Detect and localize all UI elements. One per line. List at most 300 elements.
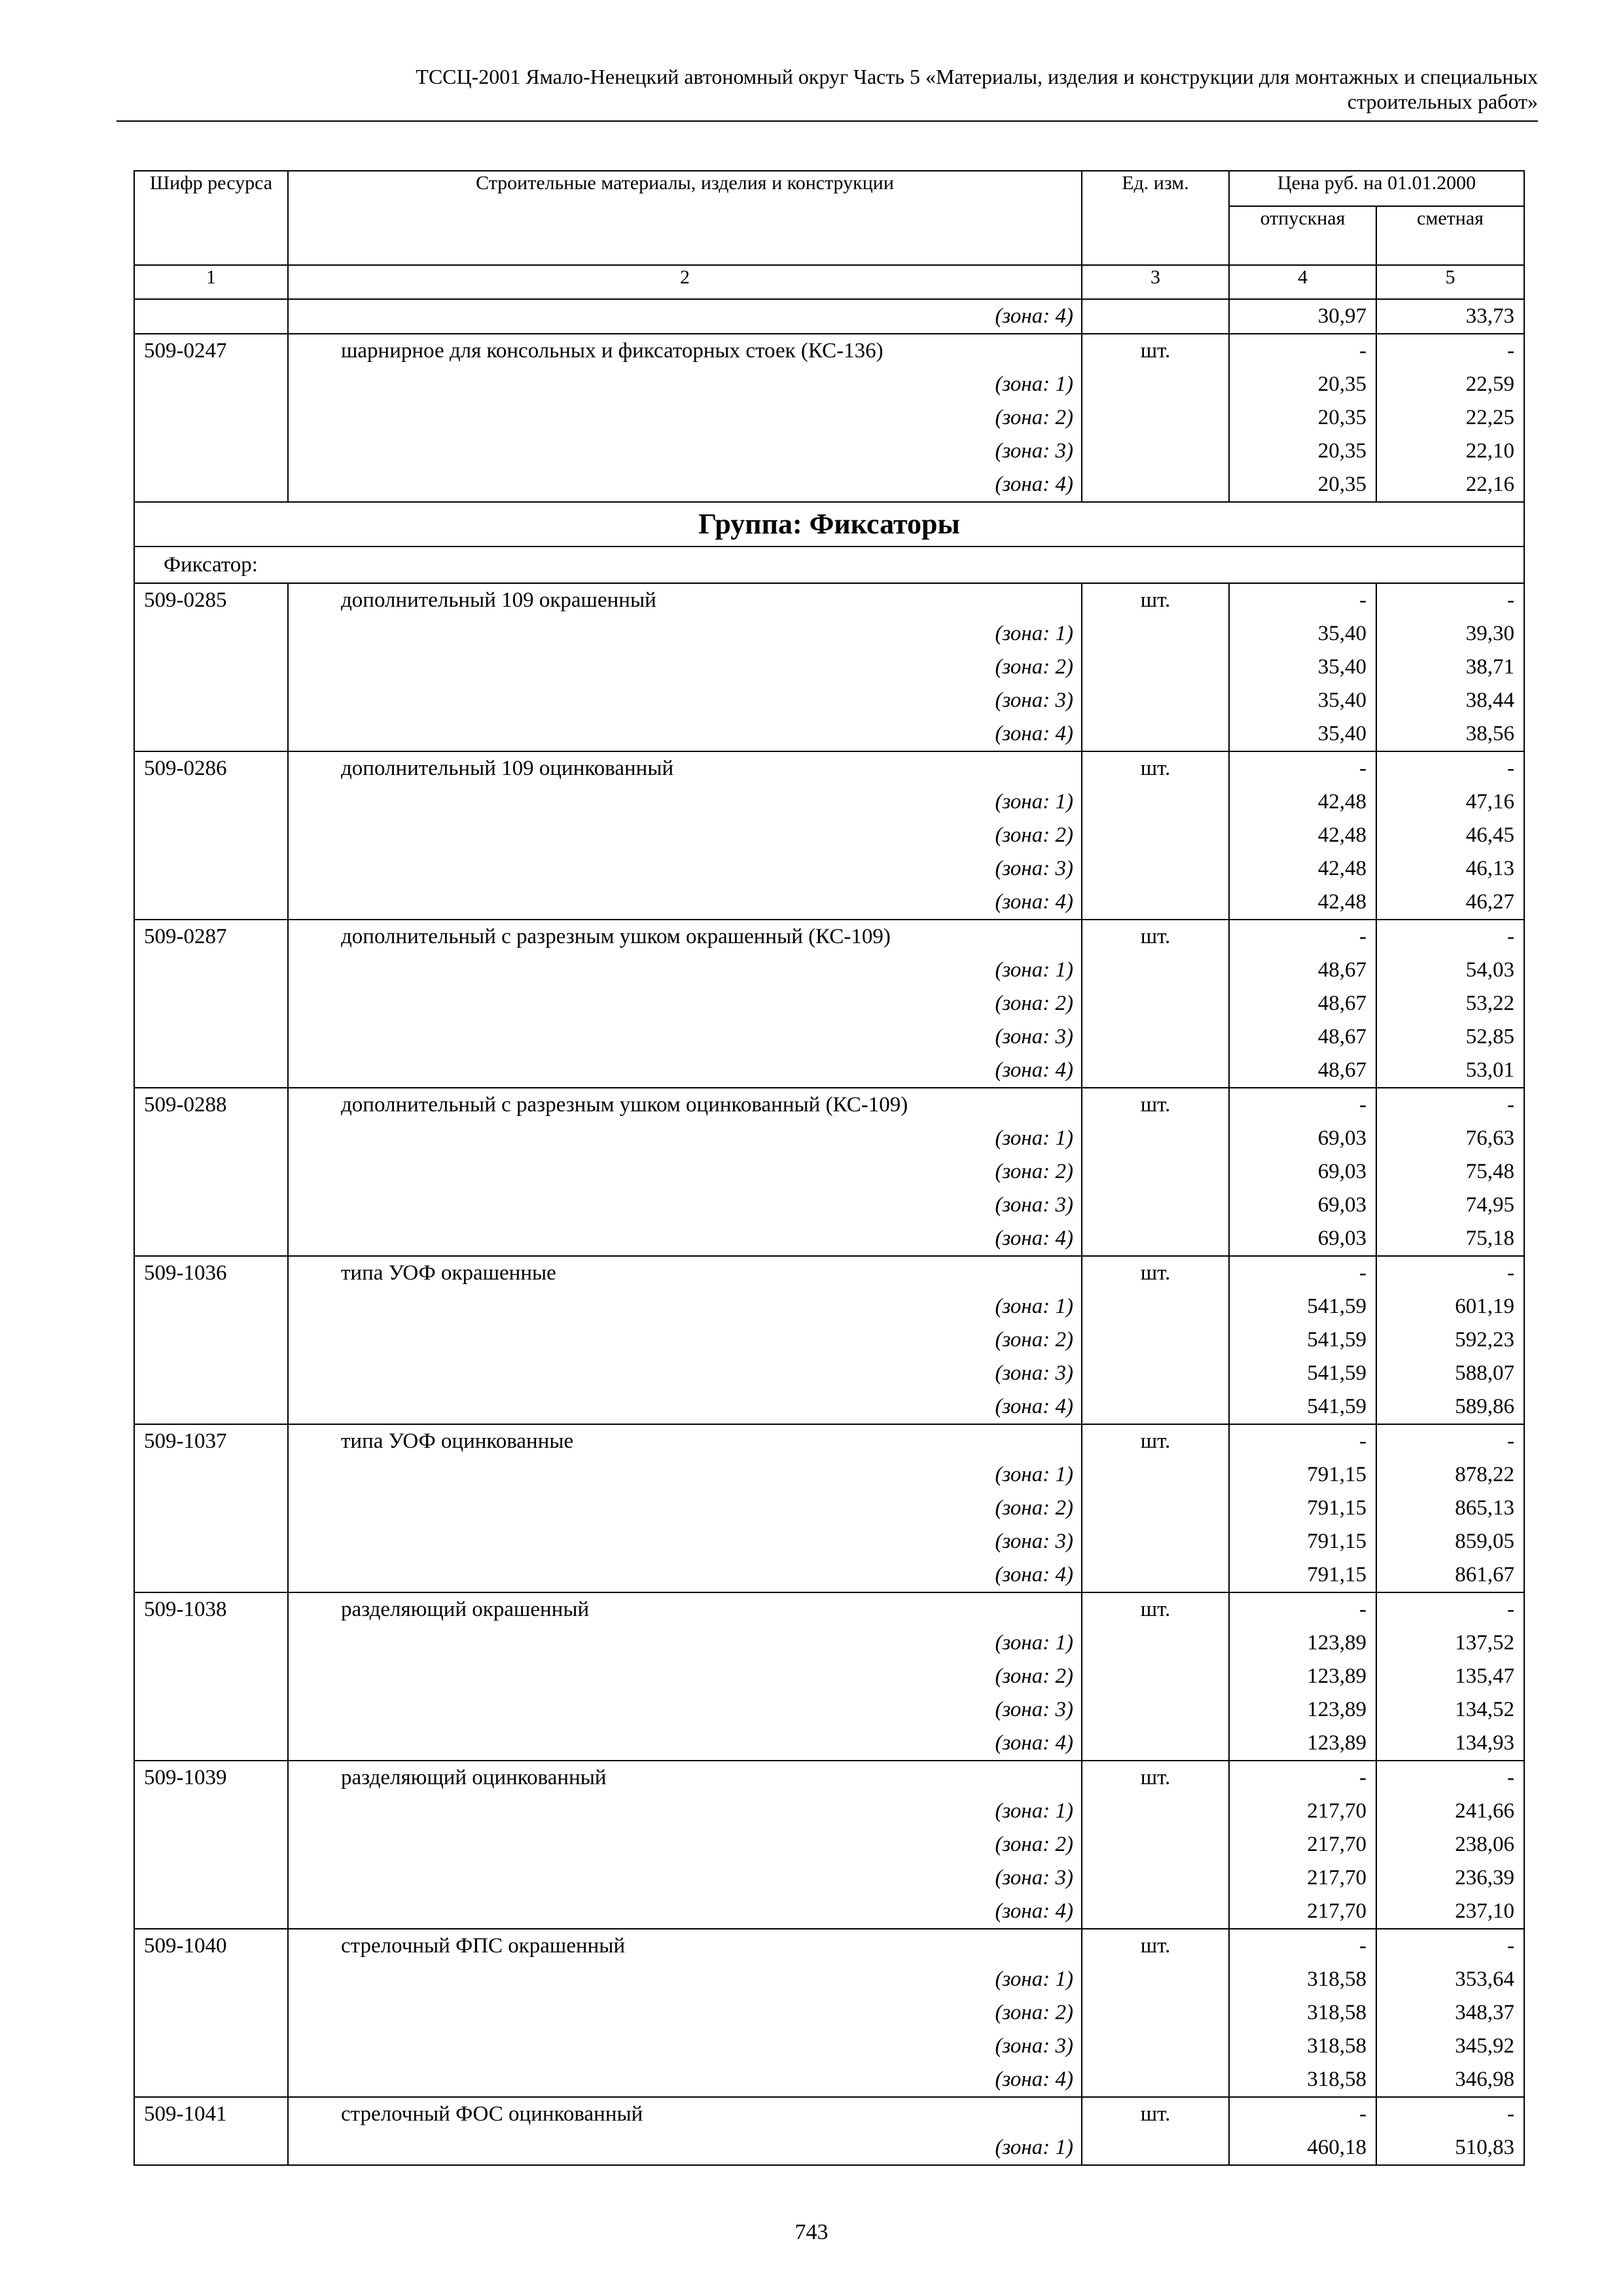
- release-price: 123,89: [1229, 1660, 1376, 1693]
- unit: [1082, 819, 1229, 852]
- material-name: дополнительный с разрезным ушком оцинкованный (КС-109): [288, 1088, 1082, 1122]
- zone-label: (зона: 1): [288, 617, 1082, 651]
- release-price: 69,03: [1229, 1155, 1376, 1189]
- zone-label: (зона: 1): [288, 1122, 1082, 1155]
- release-price: 217,70: [1229, 1861, 1376, 1895]
- table-row: [134, 1088, 1524, 1122]
- table-row: [134, 1761, 1524, 1795]
- estimate-price: 75,48: [1376, 1155, 1524, 1189]
- resource-code: [134, 651, 288, 684]
- release-price: 541,59: [1229, 1390, 1376, 1424]
- zone-label: (зона: 3): [288, 684, 1082, 717]
- release-price: 35,40: [1229, 684, 1376, 717]
- table-row: [134, 2030, 1524, 2063]
- table-row: [134, 1256, 1524, 1290]
- unit: [1082, 954, 1229, 987]
- zone-label: (зона: 1): [288, 1458, 1082, 1492]
- unit: шт.: [1082, 1592, 1229, 1626]
- estimate-price: -: [1376, 583, 1524, 617]
- release-price: -: [1229, 334, 1376, 368]
- unit: [1082, 886, 1229, 920]
- estimate-price: 236,39: [1376, 1861, 1524, 1895]
- estimate-price: -: [1376, 1088, 1524, 1122]
- table-row: [134, 954, 1524, 987]
- resource-code: [134, 886, 288, 920]
- subheading: Фиксатор:: [134, 547, 1524, 583]
- resource-code: [134, 1795, 288, 1828]
- resource-code: [134, 1357, 288, 1390]
- resource-code: [134, 1558, 288, 1592]
- table-row: [134, 368, 1524, 401]
- zone-label: (зона: 3): [288, 1020, 1082, 1054]
- zone-label: (зона: 1): [288, 1626, 1082, 1660]
- release-price: -: [1229, 1088, 1376, 1122]
- unit: шт.: [1082, 1929, 1229, 1963]
- estimate-price: 52,85: [1376, 1020, 1524, 1054]
- resource-code: [134, 954, 288, 987]
- unit: шт.: [1082, 334, 1229, 368]
- unit: [1082, 1390, 1229, 1424]
- resource-code: [134, 468, 288, 502]
- release-price: 35,40: [1229, 717, 1376, 751]
- zone-label: (зона: 2): [288, 1155, 1082, 1189]
- table-row: [134, 1122, 1524, 1155]
- zone-label: (зона: 1): [288, 1290, 1082, 1323]
- resource-code: 509-1039: [134, 1761, 288, 1795]
- zone-label: (зона: 1): [288, 954, 1082, 987]
- release-price: 69,03: [1229, 1222, 1376, 1256]
- release-price: -: [1229, 583, 1376, 617]
- unit: [1082, 1054, 1229, 1088]
- unit: [1082, 1155, 1229, 1189]
- unit: [1082, 1290, 1229, 1323]
- table-row: [134, 617, 1524, 651]
- material-name: дополнительный с разрезным ушком окрашенный (КС-109): [288, 920, 1082, 954]
- estimate-price: 348,37: [1376, 1996, 1524, 2030]
- col-header-code: Шифр ресурса: [134, 171, 288, 265]
- zone-label: (зона: 4): [288, 1558, 1082, 1592]
- material-name: разделяющий окрашенный: [288, 1592, 1082, 1626]
- release-price: 123,89: [1229, 1727, 1376, 1761]
- resource-code: [134, 2131, 288, 2165]
- unit: [1082, 1122, 1229, 1155]
- resource-code: 509-1041: [134, 2097, 288, 2131]
- estimate-price: 134,52: [1376, 1693, 1524, 1727]
- estimate-price: -: [1376, 1424, 1524, 1458]
- zone-label: (зона: 4): [288, 1727, 1082, 1761]
- resource-code: 509-0286: [134, 751, 288, 785]
- table-row: [134, 987, 1524, 1020]
- estimate-price: 878,22: [1376, 1458, 1524, 1492]
- col-number: 5: [1376, 265, 1524, 299]
- zone-label: (зона: 4): [288, 1054, 1082, 1088]
- unit: [1082, 1996, 1229, 2030]
- release-price: 42,48: [1229, 852, 1376, 886]
- header-rule: [116, 120, 1538, 122]
- release-price: 20,35: [1229, 401, 1376, 435]
- release-price: 123,89: [1229, 1626, 1376, 1660]
- table-row: [134, 886, 1524, 920]
- col-header-release: отпускная: [1229, 206, 1376, 265]
- resource-code: [134, 299, 288, 334]
- zone-label: (зона: 1): [288, 785, 1082, 819]
- estimate-price: 46,45: [1376, 819, 1524, 852]
- zone-label: (зона: 3): [288, 435, 1082, 468]
- estimate-price: 75,18: [1376, 1222, 1524, 1256]
- material-name: типа УОФ оцинкованные: [288, 1424, 1082, 1458]
- release-price: 217,70: [1229, 1828, 1376, 1861]
- estimate-price: 237,10: [1376, 1895, 1524, 1929]
- estimate-price: 54,03: [1376, 954, 1524, 987]
- zone-label: (зона: 2): [288, 1996, 1082, 2030]
- unit: [1082, 1525, 1229, 1558]
- zone-label: (зона: 3): [288, 2030, 1082, 2063]
- unit: шт.: [1082, 1761, 1229, 1795]
- price-table: [134, 170, 1525, 2166]
- table-row: [134, 1693, 1524, 1727]
- estimate-price: 865,13: [1376, 1492, 1524, 1525]
- unit: [1082, 1727, 1229, 1761]
- estimate-price: 238,06: [1376, 1828, 1524, 1861]
- resource-code: [134, 1020, 288, 1054]
- unit: [1082, 1323, 1229, 1357]
- release-price: -: [1229, 1761, 1376, 1795]
- resource-code: [134, 1861, 288, 1895]
- release-price: 20,35: [1229, 368, 1376, 401]
- table-row: [134, 1357, 1524, 1390]
- estimate-price: 53,01: [1376, 1054, 1524, 1088]
- table-row: [134, 468, 1524, 502]
- release-price: -: [1229, 1424, 1376, 1458]
- unit: шт.: [1082, 583, 1229, 617]
- estimate-price: -: [1376, 1592, 1524, 1626]
- table-row: [134, 1929, 1524, 1963]
- table-row: [134, 1963, 1524, 1996]
- estimate-price: 46,27: [1376, 886, 1524, 920]
- unit: [1082, 1020, 1229, 1054]
- zone-label: (зона: 2): [288, 1323, 1082, 1357]
- material-name: разделяющий оцинкованный: [288, 1761, 1082, 1795]
- estimate-price: 38,71: [1376, 651, 1524, 684]
- material-name: типа УОФ окрашенные: [288, 1256, 1082, 1290]
- material-name: стрелочный ФПС окрашенный: [288, 1929, 1082, 1963]
- release-price: 30,97: [1229, 299, 1376, 334]
- estimate-price: 22,59: [1376, 368, 1524, 401]
- unit: [1082, 468, 1229, 502]
- table-header-row: [134, 171, 1524, 206]
- unit: [1082, 1861, 1229, 1895]
- resource-code: 509-0285: [134, 583, 288, 617]
- table-row: [134, 334, 1524, 368]
- estimate-price: 137,52: [1376, 1626, 1524, 1660]
- release-price: 541,59: [1229, 1323, 1376, 1357]
- estimate-price: 53,22: [1376, 987, 1524, 1020]
- release-price: 541,59: [1229, 1290, 1376, 1323]
- release-price: 69,03: [1229, 1122, 1376, 1155]
- resource-code: [134, 1189, 288, 1222]
- material-name: дополнительный 109 оцинкованный: [288, 751, 1082, 785]
- release-price: -: [1229, 920, 1376, 954]
- resource-code: [134, 1155, 288, 1189]
- material-name: дополнительный 109 окрашенный: [288, 583, 1082, 617]
- resource-code: [134, 1390, 288, 1424]
- estimate-price: 353,64: [1376, 1963, 1524, 1996]
- estimate-price: 135,47: [1376, 1660, 1524, 1693]
- unit: шт.: [1082, 1256, 1229, 1290]
- estimate-price: 74,95: [1376, 1189, 1524, 1222]
- release-price: -: [1229, 751, 1376, 785]
- release-price: 123,89: [1229, 1693, 1376, 1727]
- group-heading-row: [134, 502, 1524, 547]
- zone-label: (зона: 3): [288, 1357, 1082, 1390]
- estimate-price: 592,23: [1376, 1323, 1524, 1357]
- table-row: [134, 2131, 1524, 2165]
- col-number: 4: [1229, 265, 1376, 299]
- estimate-price: 47,16: [1376, 785, 1524, 819]
- zone-label: (зона: 4): [288, 717, 1082, 751]
- unit: [1082, 651, 1229, 684]
- table-row: [134, 1054, 1524, 1088]
- unit: шт.: [1082, 2097, 1229, 2131]
- estimate-price: 38,44: [1376, 684, 1524, 717]
- unit: [1082, 1558, 1229, 1592]
- table-row: [134, 1492, 1524, 1525]
- resource-code: [134, 1996, 288, 2030]
- resource-code: [134, 717, 288, 751]
- estimate-price: 588,07: [1376, 1357, 1524, 1390]
- unit: [1082, 299, 1229, 334]
- table-row: [134, 717, 1524, 751]
- release-price: -: [1229, 2097, 1376, 2131]
- estimate-price: 39,30: [1376, 617, 1524, 651]
- resource-code: 509-0287: [134, 920, 288, 954]
- resource-code: [134, 1492, 288, 1525]
- release-price: 48,67: [1229, 1020, 1376, 1054]
- col-number: 3: [1082, 265, 1229, 299]
- resource-code: 509-1036: [134, 1256, 288, 1290]
- zone-label: (зона: 3): [288, 1693, 1082, 1727]
- unit: [1082, 785, 1229, 819]
- zone-label: (зона: 2): [288, 651, 1082, 684]
- resource-code: [134, 1828, 288, 1861]
- resource-code: 509-1040: [134, 1929, 288, 1963]
- release-price: 20,35: [1229, 435, 1376, 468]
- zone-label: (зона: 1): [288, 2131, 1082, 2165]
- resource-code: [134, 684, 288, 717]
- zone-label: (зона: 2): [288, 1660, 1082, 1693]
- table-row: [134, 1861, 1524, 1895]
- table-row: [134, 1390, 1524, 1424]
- release-price: 48,67: [1229, 1054, 1376, 1088]
- unit: [1082, 1626, 1229, 1660]
- unit: [1082, 2131, 1229, 2165]
- resource-code: [134, 617, 288, 651]
- release-price: 69,03: [1229, 1189, 1376, 1222]
- table-row: [134, 1458, 1524, 1492]
- resource-code: [134, 1693, 288, 1727]
- unit: шт.: [1082, 1424, 1229, 1458]
- material-name: шарнирное для консольных и фиксаторных стоек (КС-136): [288, 334, 1082, 368]
- release-price: 318,58: [1229, 1963, 1376, 1996]
- release-price: 42,48: [1229, 886, 1376, 920]
- table-row: [134, 1189, 1524, 1222]
- release-price: 42,48: [1229, 785, 1376, 819]
- zone-label: (зона: 2): [288, 401, 1082, 435]
- estimate-price: -: [1376, 920, 1524, 954]
- release-price: 791,15: [1229, 1492, 1376, 1525]
- zone-label: (зона: 1): [288, 1963, 1082, 1996]
- release-price: 460,18: [1229, 2131, 1376, 2165]
- zone-label: (зона: 4): [288, 299, 1082, 334]
- release-price: 42,48: [1229, 819, 1376, 852]
- resource-code: [134, 1054, 288, 1088]
- resource-code: [134, 987, 288, 1020]
- unit: [1082, 1222, 1229, 1256]
- resource-code: [134, 1222, 288, 1256]
- resource-code: [134, 819, 288, 852]
- zone-label: (зона: 4): [288, 886, 1082, 920]
- col-header-estimate: сметная: [1376, 206, 1524, 265]
- col-header-price: Цена руб. на 01.01.2000: [1229, 171, 1524, 206]
- unit: шт.: [1082, 1088, 1229, 1122]
- resource-code: [134, 368, 288, 401]
- table-row: [134, 1828, 1524, 1861]
- resource-code: [134, 1626, 288, 1660]
- table-row: [134, 651, 1524, 684]
- unit: шт.: [1082, 751, 1229, 785]
- unit: [1082, 435, 1229, 468]
- col-header-unit: Ед. изм.: [1082, 171, 1229, 265]
- table-row: [134, 1592, 1524, 1626]
- unit: [1082, 1357, 1229, 1390]
- release-price: 318,58: [1229, 2063, 1376, 2097]
- release-price: 318,58: [1229, 1996, 1376, 2030]
- unit: [1082, 2030, 1229, 2063]
- estimate-price: 859,05: [1376, 1525, 1524, 1558]
- resource-code: [134, 2063, 288, 2097]
- resource-code: [134, 1122, 288, 1155]
- zone-label: (зона: 4): [288, 1895, 1082, 1929]
- zone-label: (зона: 4): [288, 468, 1082, 502]
- release-price: 318,58: [1229, 2030, 1376, 2063]
- col-number: 2: [288, 265, 1082, 299]
- estimate-price: -: [1376, 1929, 1524, 1963]
- table-row: [134, 1795, 1524, 1828]
- unit: [1082, 401, 1229, 435]
- table-row: [134, 1727, 1524, 1761]
- table-row: [134, 401, 1524, 435]
- estimate-price: 345,92: [1376, 2030, 1524, 2063]
- table-row: [134, 2063, 1524, 2097]
- zone-label: (зона: 3): [288, 1525, 1082, 1558]
- unit: [1082, 684, 1229, 717]
- table-row: [134, 920, 1524, 954]
- unit: [1082, 1963, 1229, 1996]
- estimate-price: 241,66: [1376, 1795, 1524, 1828]
- running-header: [118, 64, 1538, 114]
- release-price: 791,15: [1229, 1558, 1376, 1592]
- release-price: -: [1229, 1592, 1376, 1626]
- subheading-row: [134, 547, 1524, 583]
- estimate-price: 38,56: [1376, 717, 1524, 751]
- zone-label: (зона: 4): [288, 1390, 1082, 1424]
- table-row: [134, 1626, 1524, 1660]
- estimate-price: 46,13: [1376, 852, 1524, 886]
- estimate-price: 22,16: [1376, 468, 1524, 502]
- resource-code: [134, 1727, 288, 1761]
- unit: [1082, 1693, 1229, 1727]
- release-price: 35,40: [1229, 617, 1376, 651]
- estimate-price: 22,25: [1376, 401, 1524, 435]
- resource-code: 509-0247: [134, 334, 288, 368]
- unit: [1082, 1458, 1229, 1492]
- estimate-price: 22,10: [1376, 435, 1524, 468]
- release-price: 541,59: [1229, 1357, 1376, 1390]
- table-row: [134, 1424, 1524, 1458]
- release-price: 20,35: [1229, 468, 1376, 502]
- estimate-price: -: [1376, 2097, 1524, 2131]
- resource-code: 509-0288: [134, 1088, 288, 1122]
- resource-code: [134, 1660, 288, 1693]
- resource-code: 509-1038: [134, 1592, 288, 1626]
- unit: [1082, 1895, 1229, 1929]
- release-price: 217,70: [1229, 1795, 1376, 1828]
- release-price: -: [1229, 1929, 1376, 1963]
- table-row: [134, 1996, 1524, 2030]
- unit: [1082, 1828, 1229, 1861]
- table-row: [134, 852, 1524, 886]
- resource-code: [134, 1895, 288, 1929]
- estimate-price: 861,67: [1376, 1558, 1524, 1592]
- resource-code: [134, 435, 288, 468]
- zone-label: (зона: 2): [288, 819, 1082, 852]
- unit: [1082, 1492, 1229, 1525]
- unit: [1082, 617, 1229, 651]
- unit: [1082, 2063, 1229, 2097]
- unit: [1082, 852, 1229, 886]
- resource-code: [134, 1963, 288, 1996]
- table-row: [134, 1290, 1524, 1323]
- zone-label: (зона: 2): [288, 1828, 1082, 1861]
- zone-label: (зона: 3): [288, 1861, 1082, 1895]
- zone-label: (зона: 4): [288, 2063, 1082, 2097]
- unit: [1082, 987, 1229, 1020]
- release-price: 35,40: [1229, 651, 1376, 684]
- header-line-2: строительных работ»: [1347, 90, 1538, 113]
- release-price: 48,67: [1229, 954, 1376, 987]
- release-price: 48,67: [1229, 987, 1376, 1020]
- zone-label: (зона: 3): [288, 852, 1082, 886]
- release-price: 791,15: [1229, 1458, 1376, 1492]
- table-row: [134, 1525, 1524, 1558]
- table-row: [134, 684, 1524, 717]
- table-row: [134, 435, 1524, 468]
- table-row: [134, 1323, 1524, 1357]
- resource-code: [134, 2030, 288, 2063]
- estimate-price: 510,83: [1376, 2131, 1524, 2165]
- zone-label: (зона: 1): [288, 1795, 1082, 1828]
- estimate-price: 33,73: [1376, 299, 1524, 334]
- estimate-price: -: [1376, 334, 1524, 368]
- col-number: 1: [134, 265, 288, 299]
- unit: [1082, 1660, 1229, 1693]
- resource-code: [134, 1525, 288, 1558]
- table-row: [134, 1558, 1524, 1592]
- resource-code: [134, 1290, 288, 1323]
- estimate-price: 134,93: [1376, 1727, 1524, 1761]
- estimate-price: 76,63: [1376, 1122, 1524, 1155]
- table-row: [134, 785, 1524, 819]
